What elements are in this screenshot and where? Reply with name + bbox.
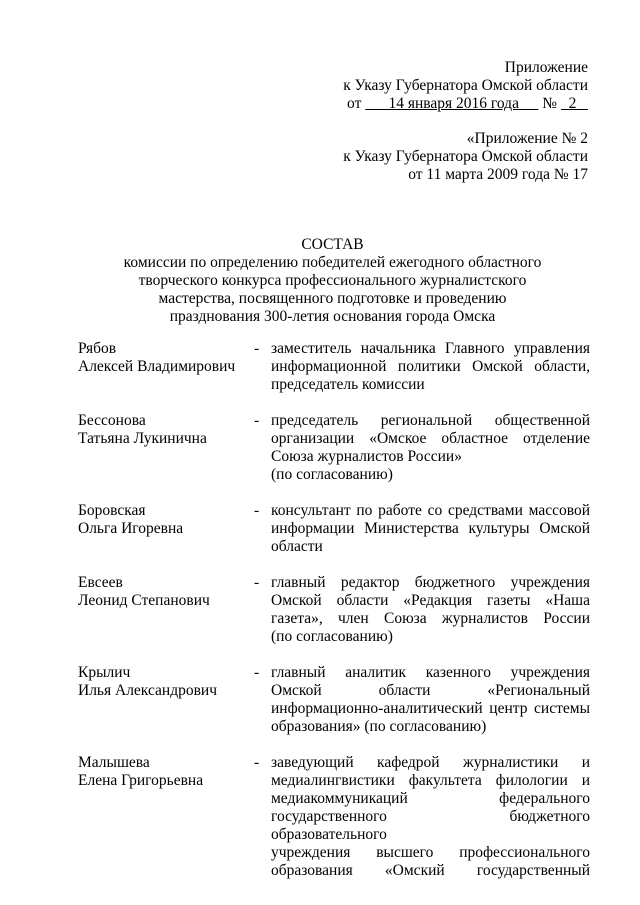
member-name <box>78 340 253 376</box>
member-role-line: организации «Омское областное отделение <box>271 430 590 447</box>
title-line-2: творческого конкурса профессионального журналистского <box>138 272 527 289</box>
member-surname: Евсеев <box>78 574 123 591</box>
document-title <box>75 236 590 326</box>
member-role-line: заведующий кафедрой журналистики и <box>271 754 590 771</box>
member-dash: - <box>254 340 260 357</box>
member-role-line: Омской области «Редакция газеты «Наша <box>271 592 590 609</box>
member-role <box>271 502 590 556</box>
member-given-name: Елена Григорьевна <box>78 772 204 789</box>
member-given-name: Илья Александрович <box>78 682 217 699</box>
member-role-line: председатель комиссии <box>271 376 425 393</box>
member-dash: - <box>254 574 260 591</box>
title-heading: СОСТАВ <box>301 236 364 253</box>
member-role-line: государственного бюджетного образовательного <box>271 808 590 843</box>
member-surname: Бессонова <box>78 412 146 429</box>
member-row <box>78 664 590 736</box>
member-surname: Боровская <box>78 502 146 519</box>
appendix-ot: от <box>347 95 362 112</box>
member-role-line: медиалингвистики факультета филологии и <box>271 772 590 789</box>
member-name <box>78 502 253 538</box>
member-given-name: Алексей Владимирович <box>78 358 236 375</box>
member-role-line: информационно-аналитический центр системы <box>271 700 590 717</box>
original-appendix-label: «Приложение № 2 <box>466 130 588 147</box>
member-name <box>78 754 253 790</box>
member-role-line: информации Министерства культуры Омской <box>271 520 590 537</box>
commission-members-list <box>78 340 590 898</box>
member-surname: Крылич <box>78 664 131 681</box>
member-given-name: Татьяна Лукинична <box>78 430 207 447</box>
member-role-line: образования» (по согласованию) <box>271 718 487 735</box>
member-role-line: Союза журналистов России» <box>271 448 462 465</box>
appendix-date-line <box>343 95 588 113</box>
title-line-1: комиссии по определению победителей ежегодного областного <box>123 254 542 271</box>
member-role-line: газета», член Союза журналистов России <box>271 610 590 627</box>
member-role-line: (по согласованию) <box>271 628 393 645</box>
appendix-no: № <box>542 95 557 112</box>
member-role <box>271 754 590 880</box>
member-role-line: учреждения высшего профессионального <box>271 844 590 861</box>
title-line-3: мастерства, посвященного подготовке и проведению <box>158 290 507 307</box>
member-role-line: медиакоммуникаций федерального <box>271 790 590 807</box>
member-surname: Малышева <box>78 754 150 771</box>
member-surname: Рябов <box>78 340 117 357</box>
member-role-line: образования «Омский государственный <box>271 862 590 879</box>
member-role <box>271 340 590 394</box>
member-role-line: главный аналитик казенного учреждения <box>271 664 590 681</box>
member-row <box>78 754 590 880</box>
appendix-header <box>343 59 588 113</box>
member-name <box>78 412 253 448</box>
original-appendix-header <box>343 130 588 184</box>
original-appendix-date: от 11 марта 2009 года № 17 <box>408 166 588 183</box>
member-role <box>271 664 590 736</box>
member-role-line: консультант по работе со средствами массовой <box>271 502 590 519</box>
member-row <box>78 502 590 556</box>
member-role-line: главный редактор бюджетного учреждения <box>271 574 590 591</box>
appendix-decree-ref: к Указу Губернатора Омской области <box>343 77 588 94</box>
appendix-date-value: 14 января 2016 года <box>388 95 519 112</box>
member-role-line: Омской области «Региональный <box>271 682 590 699</box>
member-role-line: информационной политики Омской области, <box>271 358 590 375</box>
member-dash: - <box>254 502 260 519</box>
member-role <box>271 574 590 646</box>
member-row <box>78 412 590 484</box>
original-appendix-decree-ref: к Указу Губернатора Омской области <box>343 148 588 165</box>
member-given-name: Леонид Степанович <box>78 592 210 609</box>
member-role-line: председатель региональной общественной <box>271 412 590 429</box>
member-row <box>78 340 590 394</box>
appendix-number <box>561 95 588 112</box>
appendix-date <box>365 95 538 112</box>
title-line-4: празднования 300-летия основания города Омска <box>169 308 496 325</box>
member-name <box>78 664 253 700</box>
member-role-line: заместитель начальника Главного управления <box>271 340 590 357</box>
member-given-name: Ольга Игоревна <box>78 520 184 537</box>
member-role-line: (по согласованию) <box>271 466 393 483</box>
appendix-number-value: 2 <box>568 95 577 112</box>
appendix-label: Приложение <box>504 59 588 76</box>
member-name <box>78 574 253 610</box>
member-row <box>78 574 590 646</box>
member-dash: - <box>254 412 260 429</box>
member-role-line: области <box>271 538 323 555</box>
member-role <box>271 412 590 484</box>
member-dash: - <box>254 664 260 681</box>
member-dash: - <box>254 754 260 771</box>
